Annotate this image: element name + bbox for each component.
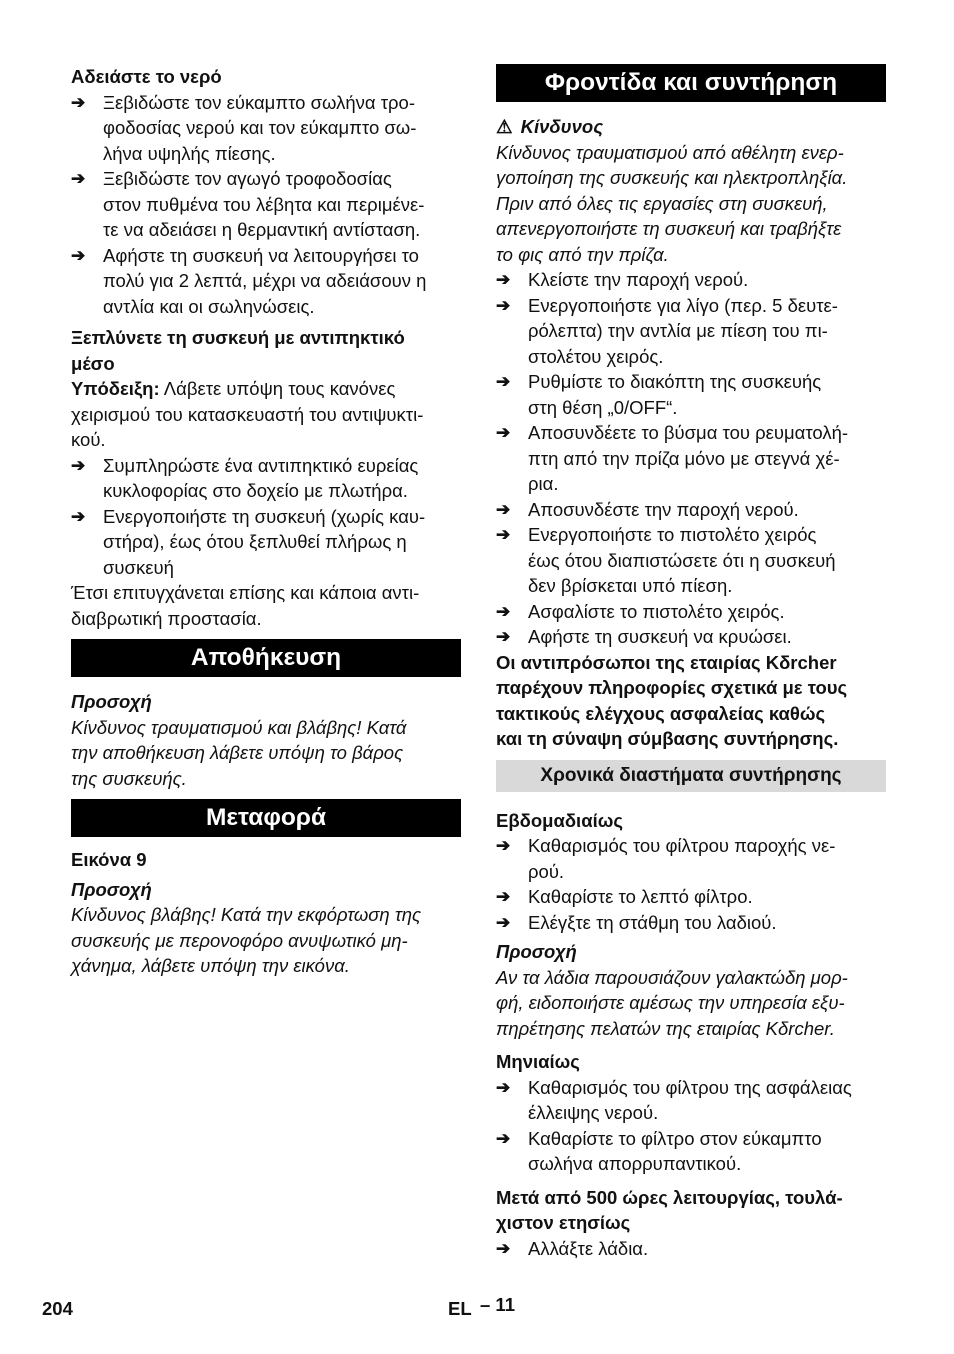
weekly-steps-list — [496, 833, 886, 935]
note-line: Λάβετε υπόψη τους κανόνες — [159, 378, 396, 399]
danger-heading — [496, 114, 886, 140]
list-item — [496, 599, 886, 625]
list-item-line: Κλείστε την παροχή νερού. — [528, 269, 749, 290]
arrow-right-icon: ➔ — [496, 295, 511, 315]
language-code: EL — [448, 1298, 472, 1319]
care-steps-list — [496, 267, 886, 650]
list-item-line: Ενεργοποιήστε τη συσκευή (χωρίς καυ- — [103, 505, 426, 527]
rinse-steps-list — [71, 453, 461, 581]
transport-text-line: συσκευής με περονοφόρο ανυψωτικό μη- — [71, 929, 408, 951]
list-item-line: κυκλοφορίας στο δοχείο με πλωτήρα. — [103, 480, 408, 501]
list-item — [71, 90, 461, 167]
heading-500-line: χιστον ετησίως — [496, 1212, 631, 1233]
list-item-line: στον πυθμένα του λέβητα και περιμένε- — [103, 193, 425, 215]
subsection-intervals-title: Χρονικά διαστήματα συντήρησης — [496, 760, 886, 792]
heading-rinse-line: μέσο — [71, 352, 115, 374]
list-item-line: Καθαρισμός του φίλτρου της ασφάλειας — [528, 1076, 852, 1098]
list-item — [496, 1126, 886, 1177]
list-item-line: στολέτου χειρός. — [528, 345, 664, 367]
monthly-steps-list — [496, 1075, 886, 1177]
list-item-line: Καθαρίστε το φίλτρο στον εύκαμπτο — [528, 1127, 822, 1149]
list-item-line: Αποσυνδέστε την παροχή νερού. — [528, 498, 799, 520]
heading-weekly: Εβδομαδιαίως — [496, 809, 623, 831]
list-item-line: Ξεβιδώστε τον εύκαμπτο σωλήνα τρο- — [103, 91, 415, 113]
weekly-caution-line: φή, ειδοποιήστε αμέσως την υπηρεσία εξυ- — [496, 992, 845, 1013]
list-item — [496, 910, 886, 936]
danger-label: Κίνδυνος — [520, 116, 604, 137]
storage-text-line: Κίνδυνος τραυματισμού και βλάβης! Κατά — [71, 716, 407, 738]
danger-text-line: γοποίηση της συσκευής και ηλεκτροπληξία. — [496, 167, 848, 188]
arrow-right-icon: ➔ — [71, 455, 86, 475]
figure-reference: Εικόνα 9 — [71, 849, 147, 870]
list-item-line: σωλήνα απορρυπαντικού. — [528, 1153, 742, 1174]
arrow-right-icon: ➔ — [71, 245, 86, 265]
list-item — [496, 833, 886, 884]
weekly-caution-line: Αν τα λάδια παρουσιάζουν γαλακτώδη μορ- — [496, 966, 848, 988]
list-item-line: λήνα υψηλής πίεσης. — [103, 142, 276, 164]
storage-caution-label: Προσοχή — [71, 691, 152, 712]
list-item-line: έως ότου διαπιστώσετε ότι η συσκευή — [528, 549, 836, 571]
list-item-line: στήρα), έως ότου ξεπλυθεί πλήρως η — [103, 531, 407, 552]
list-item-line: πτη από την πρίζα μόνο με στεγνά χέ- — [528, 447, 840, 469]
list-item-line: Ενεργοποιήστε το πιστολέτο χειρός — [528, 524, 817, 545]
page-number: 204 — [42, 1298, 73, 1319]
list-item-line: Ασφαλίστε το πιστολέτο χειρός. — [528, 600, 785, 622]
dealer-text-line: Οι αντιπρόσωποι της εταιρίας Kδrcher — [496, 651, 837, 673]
list-item — [496, 1075, 886, 1126]
heading-monthly: Μηνιαίως — [496, 1051, 580, 1072]
rinse-after-text — [71, 580, 461, 631]
left-column — [71, 62, 461, 979]
list-item-line: τε να αδειάσει η θερμαντική αντίσταση. — [103, 219, 421, 240]
arrow-right-icon: ➔ — [496, 1077, 511, 1097]
storage-text-line: την αποθήκευση λάβετε υπόψη το βάρος — [71, 742, 404, 763]
list-item-line: Συμπληρώστε ένα αντιπηκτικό ευρείας — [103, 454, 419, 476]
list-item — [496, 497, 886, 523]
list-item — [496, 369, 886, 420]
arrow-right-icon: ➔ — [496, 912, 511, 932]
transport-text-line: Κίνδυνος βλάβης! Κατά την εκφόρτωση της — [71, 904, 422, 925]
list-item-line: Ξεβιδώστε τον αγωγό τροφοδοσίας — [103, 168, 392, 189]
weekly-caution-text — [496, 965, 886, 1042]
list-item-line: αντλία και οι σωληνώσεις. — [103, 295, 315, 317]
note-line: κού. — [71, 429, 106, 450]
list-item-line: Καθαρισμός του φίλτρου παροχής νε- — [528, 835, 836, 856]
list-item-line: Ρυθμίστε το διακόπτη της συσκευής — [528, 371, 822, 392]
yearly-steps-list — [496, 1236, 886, 1262]
arrow-right-icon: ➔ — [71, 169, 86, 188]
transport-caution-text — [71, 902, 461, 979]
list-item-line: στη θέση „0/OFF“. — [528, 396, 678, 418]
dealer-info-text — [496, 650, 886, 752]
rinse-after-line: διαβρωτική προστασία. — [71, 607, 262, 629]
weekly-caution-label: Προσοχή — [496, 941, 577, 962]
note-label: Υπόδειξη: — [71, 378, 160, 399]
list-item — [496, 522, 886, 599]
danger-text-line: Κίνδυνος τραυματισμού από αθέλητη ενερ- — [496, 141, 844, 163]
list-item-line: Αφήστε τη συσκευή να κρυώσει. — [528, 626, 792, 647]
list-item — [71, 166, 461, 243]
list-item-line: Ενεργοποιήστε για λίγο (περ. 5 δευτε- — [528, 294, 838, 316]
list-item-line: συσκευή — [103, 556, 174, 578]
arrow-right-icon: ➔ — [71, 92, 86, 112]
transport-text-line: χάνημα, λάβετε υπόψη την εικόνα. — [71, 955, 350, 976]
list-item-line: ρια. — [528, 473, 559, 494]
list-item-line: Ελέγξτε τη στάθμη του λαδιού. — [528, 911, 777, 933]
list-item-line: Αλλάξτε λάδια. — [528, 1237, 649, 1259]
arrow-right-icon: ➔ — [496, 1128, 511, 1148]
list-item — [71, 243, 461, 320]
dealer-text-line: και τη σύναψη σύμβασης συντήρησης. — [496, 728, 839, 749]
list-item-line: φοδοσίας νερού και τον εύκαμπτο σω- — [103, 117, 417, 138]
list-item — [71, 453, 461, 504]
list-item — [496, 420, 886, 497]
arrow-right-icon: ➔ — [496, 423, 511, 442]
dealer-text-line: παρέχουν πληροφορίες σχετικά με τους — [496, 677, 848, 698]
list-item-line: ρού. — [528, 860, 565, 882]
list-item-line: έλλειψης νερού. — [528, 1102, 659, 1123]
weekly-caution-line: πηρέτησης πελατών της εταιρίας Kδrcher. — [496, 1017, 835, 1039]
section-care-title: Φροντίδα και συντήρηση — [496, 64, 886, 102]
arrow-right-icon: ➔ — [496, 270, 511, 289]
list-item — [496, 293, 886, 370]
list-item-line: Αφήστε τη συσκευή να λειτουργήσει το — [103, 244, 419, 266]
dealer-text-line: τακτικούς ελέγχους ασφαλείας καθώς — [496, 702, 826, 724]
arrow-right-icon: ➔ — [71, 506, 86, 526]
arrow-right-icon: ➔ — [496, 627, 511, 646]
note-line: χειρισμού του κατασκευαστή του αντιψυκτι- — [71, 403, 424, 425]
arrow-right-icon: ➔ — [496, 1238, 511, 1258]
list-item — [496, 884, 886, 910]
list-item-line: πολύ για 2 λεπτά, μέχρι να αδειάσουν η — [103, 270, 427, 291]
arrow-right-icon: ➔ — [496, 525, 511, 544]
list-item — [496, 1236, 886, 1262]
list-item-line: δεν βρίσκεται υπό πίεση. — [528, 575, 733, 596]
section-transport-title: Μεταφορά — [71, 799, 461, 837]
heading-500-hours — [496, 1185, 886, 1236]
danger-text-line: το φις από την πρίζα. — [496, 243, 669, 265]
arrow-right-icon: ➔ — [496, 836, 511, 855]
section-page: – 11 — [480, 1294, 515, 1315]
list-item — [71, 504, 461, 581]
section-storage-title: Αποθήκευση — [71, 639, 461, 677]
list-item-line: ρόλεπτα) την αντλία με πίεση του πι- — [528, 320, 828, 341]
arrow-right-icon: ➔ — [496, 372, 511, 391]
storage-text-line: της συσκευής. — [71, 767, 187, 789]
list-item — [496, 624, 886, 650]
storage-caution-text — [71, 715, 461, 792]
danger-text — [496, 140, 886, 268]
note-paragraph — [71, 376, 461, 453]
heading-rinse-line: Ξεπλύνετε τη συσκευή με αντιπηκτικό — [71, 327, 405, 348]
right-column — [496, 62, 886, 1261]
list-item-line: Αποσυνδέετε το βύσμα του ρευματολή- — [528, 422, 849, 443]
heading-empty-water: Αδειάστε το νερό — [71, 66, 222, 87]
rinse-after-line: Έτσι επιτυγχάνεται επίσης και κάποια αντι- — [71, 582, 420, 603]
heading-rinse — [71, 325, 461, 376]
arrow-right-icon: ➔ — [496, 499, 511, 519]
warning-triangle-icon: ⚠ — [496, 116, 513, 137]
danger-text-line: απενεργοποιήστε τη συσκευή και τραβήξτε — [496, 218, 842, 239]
transport-caution-label: Προσοχή — [71, 878, 152, 900]
list-item-line: Καθαρίστε το λεπτό φίλτρο. — [528, 886, 753, 907]
arrow-right-icon: ➔ — [496, 887, 511, 906]
empty-steps-list — [71, 90, 461, 320]
heading-500-line: Μετά από 500 ώρες λειτουργίας, τουλά- — [496, 1186, 843, 1208]
arrow-right-icon: ➔ — [496, 601, 511, 621]
list-item — [496, 267, 886, 293]
danger-text-line: Πριν από όλες τις εργασίες στη συσκευή, — [496, 192, 828, 214]
